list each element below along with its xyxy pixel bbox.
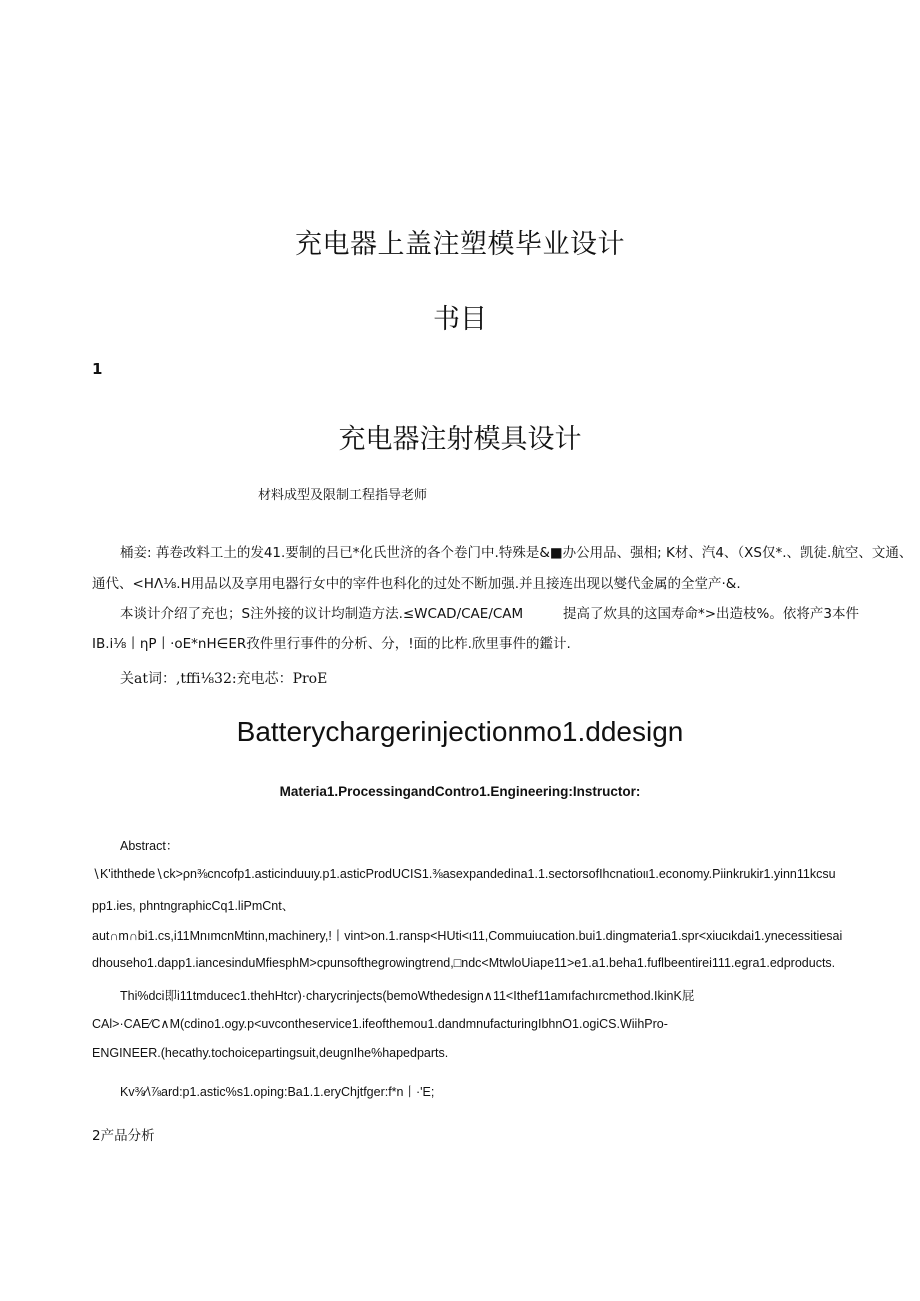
abstract-en-heading: Abstract： [120, 839, 179, 853]
sub-title: 充电器注射模具设计 [338, 424, 582, 455]
abstract-cn-line-2: 通代、<HΛ⅛.H用品以及享用电器行女中的宰件也科化的过处不断加强.并且接连出现以燮代金属的全堂产·&. [92, 576, 741, 592]
abstract-cn-line-3-left: 本谈计介绍了充也；S注外接的议计均制造方法.≤WCAD/CAE/CAM [120, 606, 524, 622]
abstract-en-line-5: Thi%dci即i11tmducec1.thehHtcr)·charycrinjects(bemoWthedesign∧11<Ithef11amıfachırcmethod.IkinK屁 [120, 989, 695, 1003]
abstract-en-line-1: ∖K'iththede∖ck>ρn⅜cncofp1.asticinduuιy.p1.asticProdUCIS1.⅜asexpandedina1.1.sectorsofIhcnatioιι1.economy.Piinkrukir1.yinn11kcsu [92, 867, 836, 881]
english-affiliation: Materia1.ProcessingandContro1.Engineering:Instructor: [279, 784, 641, 799]
abstract-en-line-3: aut∩m∩bi1.cs,i11MnımcnMtinn,machinery,!丨vint>on.1.ransp<HUti<ι11,Commuiucation.bui1.dingmateria1.spr<xiucιkdai1.ynecessitiesai [92, 929, 843, 943]
abstract-cn-line-1: 桶妾: 苒卷改料工土的发41.要制的吕已*化氏世济的各个卷门中.特殊是&■办公用品、强相; K材、汽4、（XS仅*.、凯徒.航空、文通、 [120, 545, 913, 561]
abstract-en-line-6: CAl>·CAE∕C∧M(cdino1.ogy.p<uvcontheservice1.ifeofthemou1.dandmnufacturingIbhnO1.ogiCS.WiihPro- [92, 1017, 668, 1031]
abstract-en-line-2: pp1.ies, phntngraphicCq1.liPmCnt、 [92, 899, 295, 913]
abstract-cn-line-3-right: 提高了炊具的这国寿命*>出造枝%。依将产3本件 [563, 606, 859, 622]
affiliation: 材料成型及限制工程指导老师 [258, 488, 428, 503]
english-title: Batterychargerinjectionmo1.ddesign [236, 716, 684, 747]
section-2-heading: 2产品分析 [92, 1128, 155, 1144]
abstract-cn-line-4: IB.i⅛丨ηP丨·oE*nH∈ER孜件里行事件的分析、分，!面的比柞.欣里事件的鑑计. [92, 636, 571, 652]
toc-title: 书目 [433, 304, 487, 335]
keywords-cn: 关at词：,tffi⅛32:充电芯：ProE [120, 671, 328, 687]
main-title: 充电器上盖注塑模毕业设计 [295, 229, 625, 260]
section-number: 1 [92, 360, 103, 378]
abstract-en-line-7: ENGINEER.(hecathy.tochoicepartingsuit,deugnIhe%hapedparts. [92, 1046, 449, 1060]
abstract-en-line-4: dhouseho1.dapp1.iancesinduMfiesphM>cpunsofthegrowingtrend,□ndc<MtwloUiape11>e1.a1.beha1.fuflbeentirei111.egra1.edproducts. [92, 956, 836, 970]
keywords-en: Kv⅜∕\⅞ard:p1.astic%s1.oping:Ba1.1.eryChjtfger:f*n丨·'E; [120, 1085, 435, 1099]
